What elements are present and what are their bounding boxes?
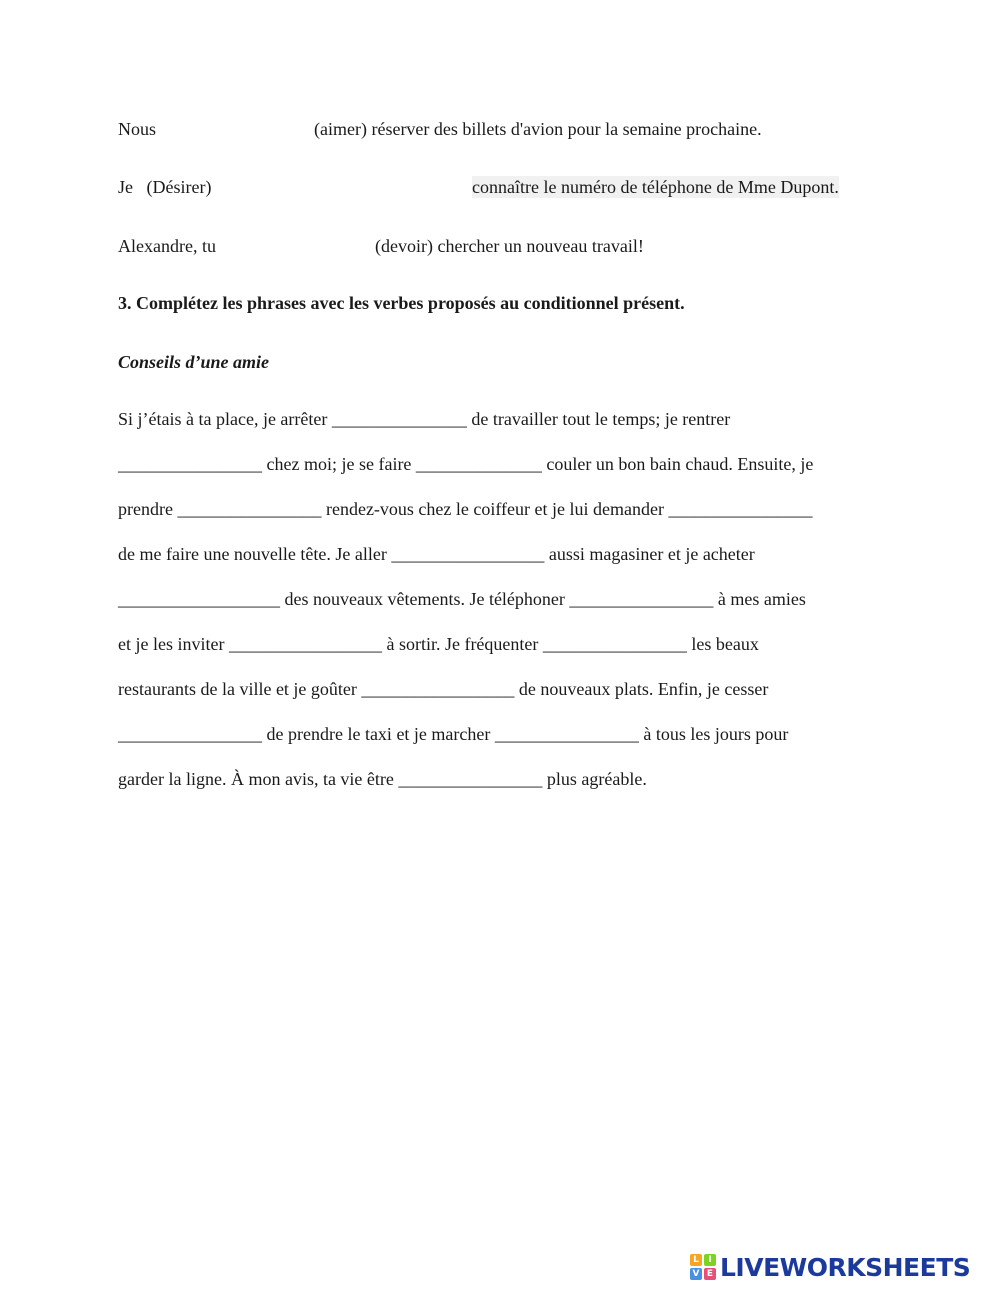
paragraph-line: restaurants de la ville et je goûter _________________ de nouveaux plats. Enfin, je cesser xyxy=(118,679,769,699)
liveworksheets-logo xyxy=(690,1252,992,1284)
logo-square-l: L xyxy=(690,1254,702,1266)
logo-square-e: E xyxy=(704,1268,716,1280)
paragraph-line: ________________ chez moi; je se faire ______________ couler un bon bain chaud. Ensuite, je xyxy=(118,454,814,474)
paragraph-line: __________________ des nouveaux vêtements. Je téléphoner ________________ à mes amies xyxy=(118,589,806,609)
logo-square-i: I xyxy=(704,1254,716,1266)
paragraph-line: ________________ de prendre le taxi et je marcher ________________ à tous les jours pour xyxy=(118,724,789,744)
paragraph-line: et je les inviter _________________ à sortir. Je fréquenter ________________ les beaux xyxy=(118,634,759,654)
paragraph-line: prendre ________________ rendez-vous chez le coiffeur et je lui demander ________________ xyxy=(118,499,813,519)
sentence-3-subject: Alexandre, tu xyxy=(118,236,216,256)
paragraph-line: garder la ligne. À mon avis, ta vie être ________________ plus agréable. xyxy=(118,769,647,789)
exercise-3-heading: 3. Complétez les phrases avec les verbes proposés au conditionnel présent. xyxy=(118,293,685,313)
sentence-2-rest: connaître le numéro de téléphone de Mme Dupont. xyxy=(472,177,839,197)
logo-square-v: V xyxy=(690,1268,702,1280)
paragraph-line: Si j’étais à ta place, je arrêter _______________ de travailler tout le temps; je rentrer xyxy=(118,409,731,429)
sentence-2-subject: Je (Désirer) xyxy=(118,177,212,197)
paragraph-line: de me faire une nouvelle tête. Je aller _________________ aussi magasiner et je acheter xyxy=(118,544,755,564)
logo-text: LIVEWORKSHEETS xyxy=(720,1253,971,1282)
logo-squares-icon xyxy=(690,1254,716,1280)
sentence-3-rest: (devoir) chercher un nouveau travail! xyxy=(375,236,644,256)
exercise-3-subheading: Conseils d’une amie xyxy=(118,352,270,372)
sentence-1-subject: Nous xyxy=(118,119,157,139)
sentence-1-rest: (aimer) réserver des billets d'avion pour la semaine prochaine. xyxy=(314,119,762,139)
